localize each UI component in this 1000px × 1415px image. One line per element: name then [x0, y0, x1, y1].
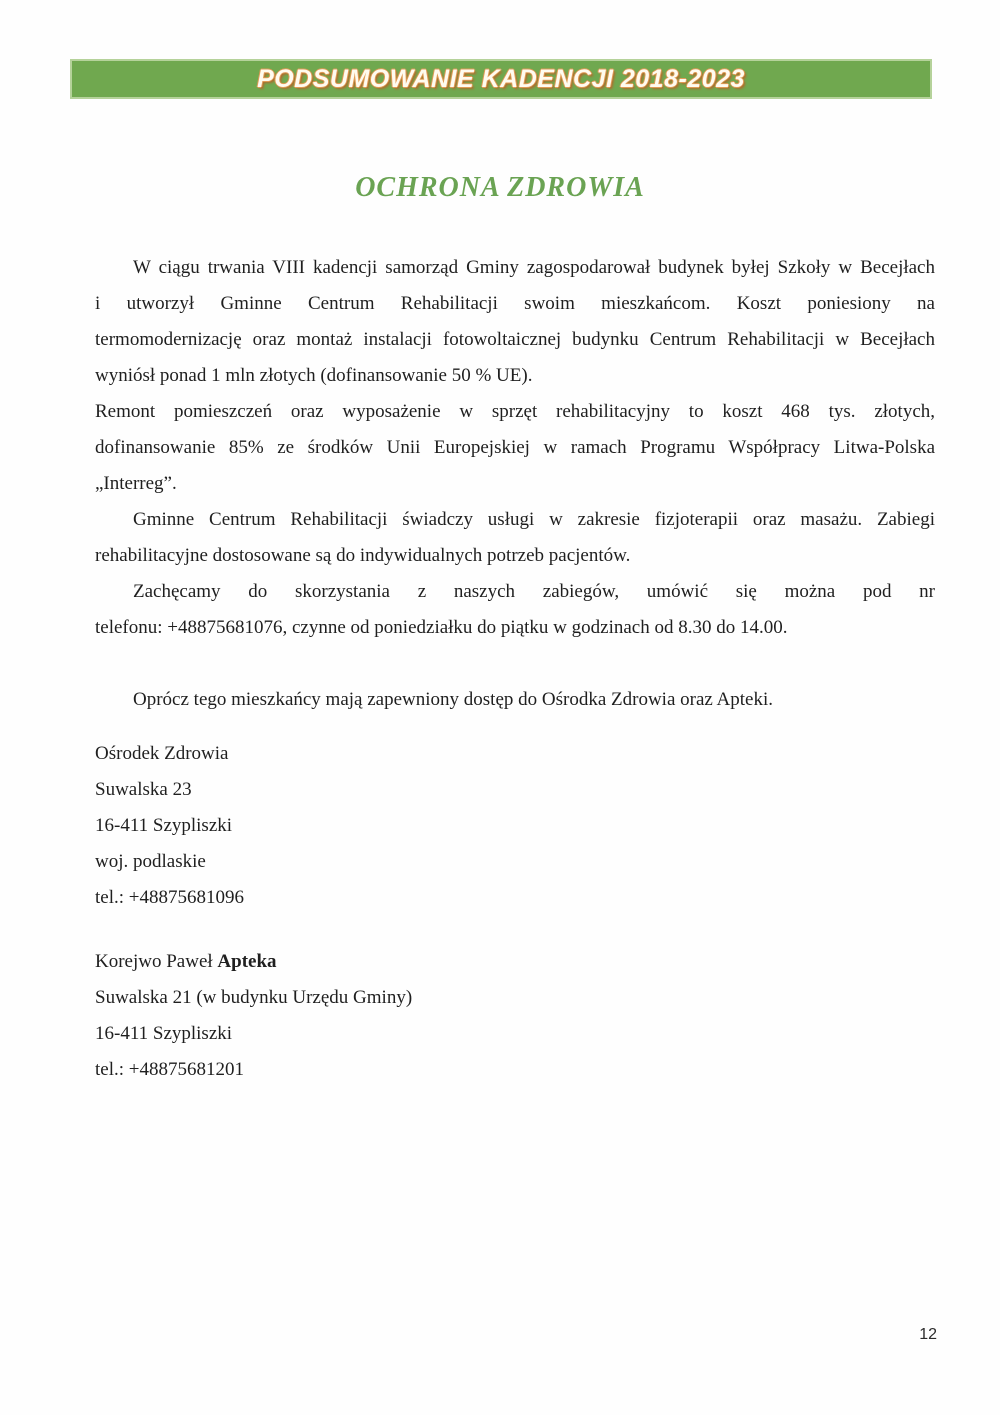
contact-name — [95, 944, 935, 980]
contact-street: Suwalska 23 — [95, 779, 192, 800]
page-title: OCHRONA ZDROWIA — [355, 172, 645, 203]
paragraph-line: rehabilitacyjne dostosowane są do indywidualnych potrzeb pacjentów. — [95, 545, 631, 566]
page-number: 12 — [919, 1326, 937, 1343]
paragraph-line: Remont pomieszczeń oraz wyposażenie w sprzęt rehabilitacyjny to koszt 468 tys. złotych, — [95, 401, 935, 422]
paragraph — [95, 250, 935, 394]
contact-region: woj. podlaskie — [95, 851, 206, 872]
contact-phone: tel.: +48875681096 — [95, 887, 244, 908]
contact-block-apteka — [95, 944, 935, 1088]
header-banner-title: PODSUMOWANIE KADENCJI 2018-2023 — [257, 65, 745, 93]
paragraph-line: wyniósł ponad 1 mln złotych (dofinansowanie 50 % UE). — [95, 365, 533, 386]
contact-phone: tel.: +48875681201 — [95, 1059, 244, 1080]
paragraph-line: Zachęcamy do skorzystania z naszych zabiegów, umówić się można pod nr — [133, 581, 935, 602]
contact-name-bold: Apteka — [217, 951, 277, 972]
contact-name: Ośrodek Zdrowia — [95, 743, 229, 764]
paragraph-line: W ciągu trwania VIII kadencji samorząd Gminy zagospodarował budynek byłej Szkoły w Becejłach — [133, 257, 935, 278]
contact-city: 16-411 Szypliszki — [95, 1023, 233, 1044]
paragraph-line: telefonu: +48875681076, czynne od poniedziałku do piątku w godzinach od 8.30 do 14.00. — [95, 617, 788, 638]
paragraph-line: „Interreg”. — [95, 473, 177, 494]
contact-name-regular: Korejwo Paweł — [95, 951, 218, 972]
paragraph — [95, 394, 935, 502]
contact-street: Suwalska 21 (w budynku Urzędu Gminy) — [95, 987, 413, 1008]
document-body — [95, 250, 935, 1088]
paragraph-line: Gminne Centrum Rehabilitacji świadczy usługi w zakresie fizjoterapii oraz masażu. Zabiegi — [133, 509, 935, 530]
paragraph — [95, 682, 935, 718]
paragraph — [95, 502, 935, 574]
header-banner — [70, 59, 932, 99]
paragraph-line: dofinansowanie 85% ze środków Unii Europejskiej w ramach Programu Współpracy Litwa-Polska — [95, 437, 935, 458]
paragraph — [95, 574, 935, 646]
paragraph-line: i utworzył Gminne Centrum Rehabilitacji swoim mieszkańcom. Koszt poniesiony na — [95, 293, 935, 314]
contact-block-osrodek-zdrowia — [95, 736, 935, 916]
paragraph-line: termomodernizację oraz montaż instalacji fotowoltaicznej budynku Centrum Rehabilitacji w Becejłach — [95, 329, 935, 350]
paragraph-line: Oprócz tego mieszkańcy mają zapewniony dostęp do Ośrodka Zdrowia oraz Apteki. — [133, 689, 773, 710]
contact-city: 16-411 Szypliszki — [95, 815, 233, 836]
